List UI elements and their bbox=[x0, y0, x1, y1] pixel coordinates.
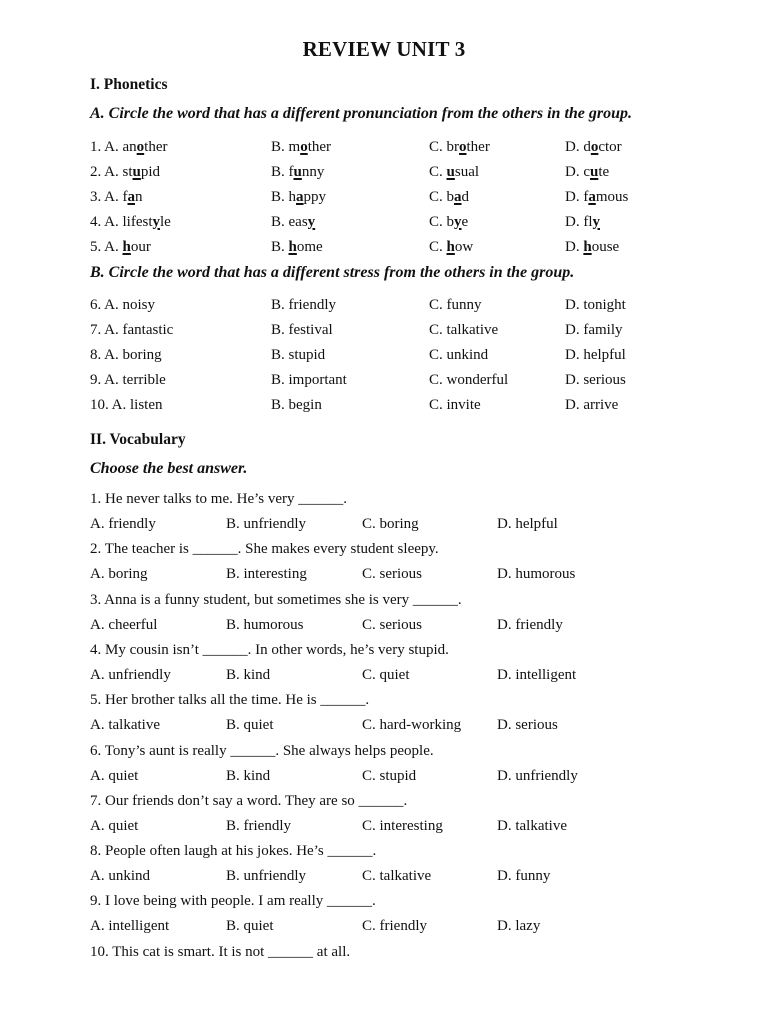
answer-option: A. friendly bbox=[90, 516, 156, 532]
answer-option: B. kind bbox=[226, 767, 271, 784]
pronunciation-row bbox=[0, 214, 768, 234]
answer-option: C. invite bbox=[429, 397, 481, 413]
answer-option: C. interesting bbox=[362, 817, 443, 834]
stress-row bbox=[0, 397, 768, 417]
answer-option: D. famous bbox=[565, 189, 629, 205]
answer-option: A. cheerful bbox=[90, 616, 158, 633]
underlined-sound: h bbox=[446, 239, 455, 255]
answer-option: D. intelligent bbox=[497, 666, 577, 683]
answer-option: C. boring bbox=[362, 516, 419, 532]
answer-option: C. friendly bbox=[362, 918, 427, 935]
answer-option: D. helpful bbox=[565, 347, 626, 363]
underlined-sound: o bbox=[459, 139, 467, 155]
answer-option: B. friendly bbox=[226, 817, 291, 834]
question-text: 7. Our friends don’t say a word. They are so ______. bbox=[90, 792, 408, 809]
answer-option: D. humorous bbox=[497, 566, 576, 583]
answer-option: 9. A. terrible bbox=[90, 372, 166, 388]
answer-option: A. boring bbox=[90, 566, 148, 583]
answer-row bbox=[0, 717, 768, 737]
answer-row bbox=[0, 918, 768, 938]
answer-option: C. talkative bbox=[362, 868, 432, 885]
underlined-sound: a bbox=[588, 189, 596, 205]
answer-option: D. talkative bbox=[497, 817, 567, 834]
answer-option: C. bad bbox=[429, 189, 470, 205]
answer-option: B. humorous bbox=[226, 616, 304, 633]
answer-option: B. quiet bbox=[226, 717, 274, 734]
answer-option: D. helpful bbox=[497, 516, 558, 532]
answer-option: C. how bbox=[429, 239, 474, 255]
underlined-sound: h bbox=[583, 239, 592, 255]
answer-option: 7. A. fantastic bbox=[90, 322, 174, 338]
answer-option: D. house bbox=[565, 239, 620, 255]
underlined-sound: o bbox=[300, 139, 308, 155]
answer-option: B. friendly bbox=[271, 297, 336, 313]
stress-row bbox=[0, 297, 768, 317]
answer-option: B. interesting bbox=[226, 566, 307, 583]
answer-row bbox=[0, 516, 768, 536]
answer-option: A. unkind bbox=[90, 868, 150, 885]
answer-option: C. talkative bbox=[429, 322, 499, 338]
pronunciation-row bbox=[0, 189, 768, 209]
answer-option: B. important bbox=[271, 372, 347, 388]
answer-option: A. quiet bbox=[90, 817, 139, 834]
answer-option: B. festival bbox=[271, 322, 333, 338]
answer-option: D. serious bbox=[565, 372, 626, 388]
answer-option: D. funny bbox=[497, 868, 551, 885]
answer-option: A. intelligent bbox=[90, 918, 170, 935]
underlined-sound: u bbox=[590, 164, 599, 180]
stress-row bbox=[0, 322, 768, 342]
question-text: 10. This cat is smart. It is not ______ at all. bbox=[90, 943, 351, 960]
underlined-sound: a bbox=[454, 189, 462, 205]
answer-option: A. unfriendly bbox=[90, 666, 171, 683]
page-title: REVIEW UNIT 3 bbox=[302, 37, 466, 61]
question-text: 2. The teacher is ______. She makes every student sleepy. bbox=[90, 541, 439, 558]
answer-option: 5. A. hour bbox=[90, 239, 151, 255]
question-text: 5. Her brother talks all the time. He is ______. bbox=[90, 692, 370, 709]
answer-option: C. hard-working bbox=[362, 717, 462, 734]
section-phonetics-heading: I. Phonetics bbox=[90, 76, 168, 93]
answer-option: 3. A. fan bbox=[90, 189, 143, 205]
answer-row bbox=[0, 818, 768, 838]
stress-row bbox=[0, 347, 768, 367]
answer-row bbox=[0, 566, 768, 586]
underlined-sound: u bbox=[293, 164, 302, 180]
section-vocabulary-heading: II. Vocabulary bbox=[90, 431, 186, 448]
question-text: 3. Anna is a funny student, but sometimes she is very ______. bbox=[90, 591, 462, 608]
answer-option: D. serious bbox=[497, 717, 558, 734]
underlined-sound: y bbox=[307, 214, 316, 230]
answer-option: B. happy bbox=[271, 189, 327, 205]
answer-option: B. unfriendly bbox=[226, 516, 306, 532]
underlined-sound: y bbox=[454, 214, 462, 230]
question-text: 9. I love being with people. I am really ______. bbox=[90, 893, 376, 910]
pronunciation-row bbox=[0, 139, 768, 159]
stress-row bbox=[0, 372, 768, 392]
answer-option: C. serious bbox=[362, 616, 422, 633]
answer-row bbox=[0, 617, 768, 637]
answer-option: 10. A. listen bbox=[90, 397, 163, 413]
answer-option: C. quiet bbox=[362, 666, 410, 683]
answer-option: B. mother bbox=[271, 139, 332, 155]
answer-option: B. stupid bbox=[271, 347, 326, 363]
answer-row bbox=[0, 868, 768, 888]
underlined-sound: o bbox=[590, 139, 599, 155]
answer-row bbox=[0, 768, 768, 788]
underlined-sound: h bbox=[122, 239, 131, 255]
underlined-sound: u bbox=[132, 164, 141, 180]
answer-option: B. easy bbox=[271, 214, 316, 230]
answer-option: B. home bbox=[271, 239, 323, 255]
answer-option: C. wonderful bbox=[429, 372, 509, 388]
pronunciation-row bbox=[0, 239, 768, 259]
underlined-sound: u bbox=[446, 164, 455, 180]
answer-option: B. begin bbox=[271, 397, 322, 413]
underlined-sound: a bbox=[127, 189, 135, 205]
answer-option: D. fly bbox=[565, 214, 600, 230]
question-text: 6. Tony’s aunt is really ______. She always helps people. bbox=[90, 742, 434, 759]
answer-option: 1. A. another bbox=[90, 139, 168, 155]
underlined-sound: h bbox=[288, 239, 297, 255]
answer-option: 4. A. lifestyle bbox=[90, 214, 171, 230]
answer-option: C. brother bbox=[429, 139, 490, 155]
answer-option: D. unfriendly bbox=[497, 767, 578, 784]
phonetics-part-a-instruction: A. Circle the word that has a different pronunciation from the others in the group. bbox=[90, 105, 633, 122]
answer-option: C. unkind bbox=[429, 347, 489, 363]
underlined-sound: o bbox=[136, 139, 145, 155]
answer-option: A. quiet bbox=[90, 767, 139, 784]
answer-option: 8. A. boring bbox=[90, 347, 162, 363]
answer-option: B. kind bbox=[226, 666, 271, 683]
answer-option: D. friendly bbox=[497, 616, 563, 633]
pronunciation-row bbox=[0, 164, 768, 184]
answer-option: 2. A. stupid bbox=[90, 164, 161, 180]
phonetics-part-b-instruction: B. Circle the word that has a different stress from the others in the group. bbox=[90, 264, 575, 281]
answer-option: C. stupid bbox=[362, 767, 417, 784]
answer-option: D. tonight bbox=[565, 297, 626, 313]
answer-option: B. funny bbox=[271, 164, 325, 180]
underlined-sound: y bbox=[152, 214, 160, 230]
answer-option: D. cute bbox=[565, 164, 610, 180]
answer-option: 6. A. noisy bbox=[90, 297, 156, 313]
answer-option: B. unfriendly bbox=[226, 868, 306, 885]
answer-option: C. funny bbox=[429, 297, 482, 313]
answer-option: C. usual bbox=[429, 164, 480, 180]
answer-option: D. doctor bbox=[565, 139, 622, 155]
underlined-sound: a bbox=[296, 189, 304, 205]
answer-option: B. quiet bbox=[226, 918, 274, 935]
answer-option: C. serious bbox=[362, 566, 422, 583]
answer-option: D. family bbox=[565, 322, 623, 338]
answer-option: D. lazy bbox=[497, 918, 541, 935]
answer-option: C. bye bbox=[429, 214, 469, 230]
answer-row bbox=[0, 667, 768, 687]
vocabulary-instruction: Choose the best answer. bbox=[90, 460, 248, 477]
question-text: 4. My cousin isn’t ______. In other words, he’s very stupid. bbox=[90, 641, 449, 658]
answer-option: A. talkative bbox=[90, 717, 160, 734]
answer-option: D. arrive bbox=[565, 397, 619, 413]
question-text: 8. People often laugh at his jokes. He’s ______. bbox=[90, 843, 377, 860]
underlined-sound: y bbox=[592, 214, 600, 230]
question-text: 1. He never talks to me. He’s very ______. bbox=[90, 491, 348, 507]
